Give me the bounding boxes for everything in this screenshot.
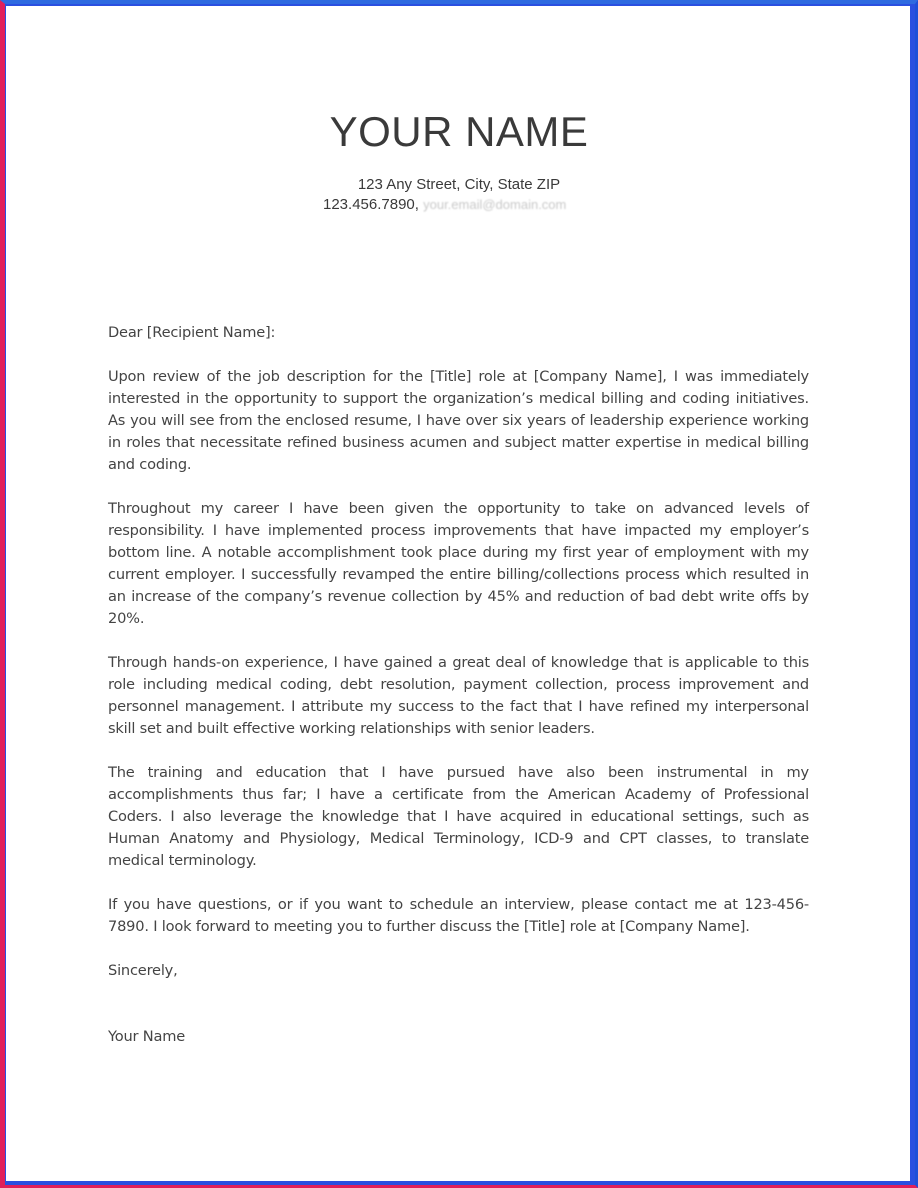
paragraph-contact: If you have questions, or if you want to schedule an interview, please contact me at 123-456-7890. I look forward to meeting you to further discuss the [Title] role at [Company Name]. <box>108 896 809 935</box>
sender-address: 123 Any Street, City, State ZIP <box>357 176 561 193</box>
paragraph-experience: Through hands-on experience, I have gained a great deal of knowledge that is applicable to this role including medical coding, debt resolution, payment collection, process improvement and personnel management. I attribute my success to the fact that I have refined my interpersonal skill set and built effective working relationships with senior leaders. <box>108 654 809 737</box>
closing: Sincerely, <box>108 962 178 979</box>
salutation: Dear [Recipient Name]: <box>108 324 276 341</box>
sender-name-heading: YOUR NAME <box>329 108 589 155</box>
signature-name: Your Name <box>108 1028 186 1045</box>
paragraph-career: Throughout my career I have been given the opportunity to take on advanced levels of responsibility. I have implemented process improvements that have impacted my employer’s bottom line. A notable accomplishment took place during my first year of employment with my current employer. I successfully revamped the entire billing/collections process which resulted in an increase of the company’s revenue collection by 45% and reduction of bad debt write offs by 20%. <box>108 500 809 627</box>
letter-body <box>108 322 809 1048</box>
paragraph-education: The training and education that I have pursued have also been instrumental in my accomplishments thus far; I have a certificate from the American Academy of Professional Coders. I also leverage the knowledge that I have acquired in educational settings, such as Human Anatomy and Physiology, Medical Terminology, ICD-9 and CPT classes, to translate medical terminology. <box>108 764 809 869</box>
paragraph-intro: Upon review of the job description for the [Title] role at [Company Name], I was immediately interested in the opportunity to support the organization’s medical billing and coding initiatives. As you will see from the enclosed resume, I have over six years of leadership experience working in roles that necessitate refined business acumen and subject matter expertise in medical billing and coding. <box>108 368 809 473</box>
sender-contact-line <box>323 196 566 213</box>
sender-email: your.email@domain.com <box>423 197 567 212</box>
sender-phone: 123.456.7890, <box>323 196 419 213</box>
